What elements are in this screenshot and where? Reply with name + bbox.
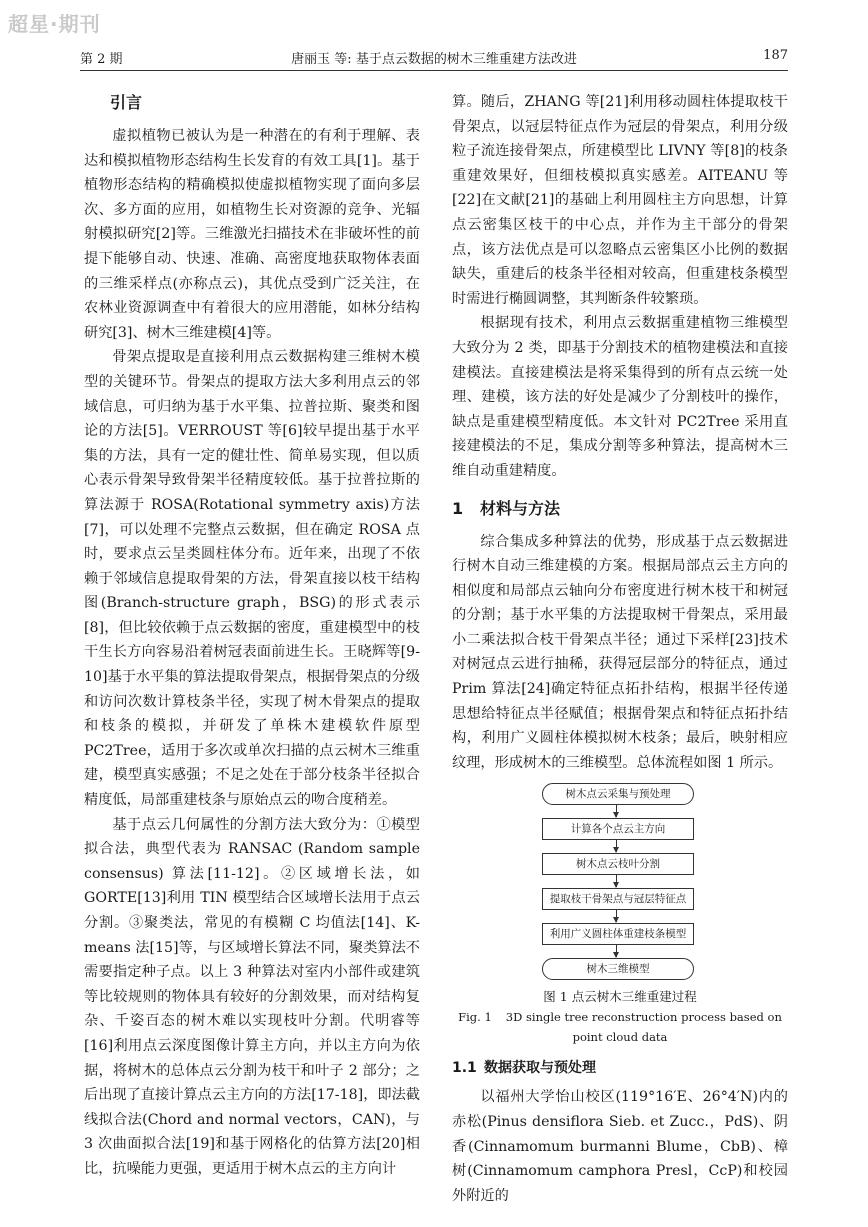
subsection-1-1-paragraph: 以福州大学怡山校区(119°16′E、26°4′N)内的赤松(Pinus densiflora Sieb. et Zucc.，PdS)、阴香(Cinnamomum burmanni Blume，CbB)、樟树(Cinnamomum camphora Presl，CcP)和校园外附近的: [452, 1089, 788, 1204]
flow-arrow-icon: [616, 910, 617, 922]
issue-label: 第 2 期: [80, 52, 123, 67]
subsection-1-1-title: 数据获取与预处理: [484, 1060, 596, 1077]
flow-step-5: 利用广义圆柱体重建枝条模型: [542, 923, 694, 945]
figure-1-caption-en-text: 3D single tree reconstruction process based on point cloud data: [505, 1010, 782, 1045]
intro-paragraph-4: 根据现有技术，利用点云数据重建植物三维模型大致分为 2 类，即基于分割技术的植物建模法和直接建模法。直接建模法是将采集得到的所有点云统一处理、建模，该方法的好处是减少了分割枝叶的操作，缺点是重建模型精度低。本文针对 PC2Tree 采用直接建模法的不足，集成分割等多种算法，提高树木三维自动重建精度。: [452, 315, 788, 479]
flow-arrow-icon: [616, 805, 617, 817]
flow-arrow-icon: [616, 840, 617, 852]
subsection-1-1-heading: [452, 1057, 788, 1079]
figure-1-flowchart: [452, 783, 788, 983]
section-1-paragraph: 综合集成多种算法的优势，形成基于点云数据进行树木自动三维建模的方案。根据局部点云主方向的相似度和局部点云轴向分布密度进行树木枝干和树冠的分割；基于水平集的方法提取树干骨架点，采用最小二乘法拟合枝干骨架点半径；通过下采样[23]技术对树冠点云进行抽稀，获得冠层部分的特征点，通过 Prim 算法[24]确定特征点拓扑结构，根据半径传递思想给特征点半径赋值；根据骨架点和特征点拓扑结构，利用广义圆柱体模拟树木枝条；最后，映射相应纹理，形成树木的三维模型。总体流程如图 1 所示。: [452, 533, 788, 771]
right-column: [452, 90, 788, 1208]
flow-step-2: 计算各个点云主方向: [542, 818, 694, 840]
flow-step-3: 树木点云枝叶分割: [542, 853, 694, 875]
left-column: [84, 90, 420, 1182]
section-1-title: 材料与方法: [480, 498, 561, 518]
figure-1-caption-cn: 图 1 点云树木三维重建过程: [543, 989, 697, 1005]
flow-arrow-icon: [616, 945, 617, 957]
figure-1-label-en: Fig. 1: [458, 1010, 492, 1025]
flow-step-6: 树木三维模型: [542, 958, 694, 980]
intro-paragraph-3: 基于点云几何属性的分割方法大致分为：①模型拟合法，典型代表为 RANSAC (Random sample consensus) 算法[11-12]。②区域增长法，如 GORTE[13]利用 TIN 模型结合区域增长法用于点云分割。③聚类法，常见的有模糊 C 均值法[14]、K-means 法[15]等，与区域增长算法不同，聚类算法不需要指定种子点。以上 3 种算法对室内小部件或建筑等比较规则的物体具有较好的分割效果，而对结构复杂、千姿百态的树木难以实现枝叶分割。代明睿等[16]利用点云深度图像计算主方向，并以主方向为依据，将树木的总体点云分割为枝干和叶子 2 部分；之后出现了直接计算点云主方向的方法[17-18]，即法截线拟合法(Chord and normal vectors，CAN)，与 3 次曲面拟合法[19]和基于网格化的估算方法[20]相比，抗噪能力更强，更适用于树木点云的主方向计: [84, 816, 420, 1177]
flow-step-4: 提取枝干骨架点与冠层特征点: [542, 888, 694, 910]
journal-watermark: 超星·期刊: [8, 12, 101, 36]
intro-paragraph-1: 虚拟植物已被认为是一种潜在的有利于理解、表达和模拟植物形态结构生长发育的有效工具[1]。基于植物形态结构的精确模拟使虚拟植物实现了面向多层次、多方面的应用，如植物生长对资源的竞争、光辐射模拟研究[2]等。三维激光扫描技术在非破坏性的前提下能够自动、快速、准确、高密度地获取物体表面的三维采样点(亦称点云)，其优点受到广泛关注，在农林业资源调查中有着很大的应用潜能，如林分结构研究[3]、树木三维建模[4]等。: [84, 128, 420, 341]
section-1-heading: [452, 496, 788, 522]
flow-arrow-icon: [616, 875, 617, 887]
intro-paragraph-2: 骨架点提取是直接利用点云数据构建三维树木模型的关键环节。骨架点的提取方法大多利用点云的邻域信息，可归纳为基于水平集、拉普拉斯、聚类和图论的方法[5]。VERROUST 等[6]较早提出基于水平集的方法，具有一定的健壮性、简单易实现，但以质心表示骨架导致骨架半径精度较低。基于拉普拉斯的算法源于 ROSA(Rotational symmetry axis)方法[7]，可以处理不完整点云数据，但在确定 ROSA 点时，要求点云呈类圆柱体分布。近年来，出现了不依赖于邻域信息提取骨架的方法，骨架直接以枝干结构图(Branch-structure graph，BSG)的形式表示[8]，但比较依赖于点云数据的密度，重建模型中的枝干生长方向容易沿着树冠表面前进生长。王晓辉等[9-10]基于水平集的算法提取骨架点，根据骨架点的分级和访问次数计算枝条半径，实现了树木骨架点的提取和枝条的模拟，并研发了单株木建模软件原型 PC2Tree，适用于多次或单次扫描的点云树木三维重建，模型真实感强；不足之处在于部分枝条半径拟合精度低，局部重建枝条与原始点云的吻合度稍差。: [84, 349, 420, 809]
subsection-1-1-number: 1.1: [452, 1060, 477, 1077]
running-title: 唐丽玉 等: 基于点云数据的树木三维重建方法改进: [291, 52, 577, 67]
page-number: 187: [763, 48, 788, 63]
introduction-heading: 引言: [110, 93, 143, 112]
section-1-number: 1: [452, 498, 464, 518]
figure-1-caption-en: [452, 1007, 788, 1047]
intro-paragraph-continued: 算。随后，ZHANG 等[21]利用移动圆柱体提取枝干骨架点，以冠层特征点作为冠层的骨架点，利用分级粒子流连接骨架点，所建模型比 LIVNY 等[8]的枝条重建效果好，但细枝模拟真实感差。AITEANU 等[22]在文献[21]的基础上利用圆柱主方向思想，计算点云密集区枝干的中心点，并作为主干部分的骨架点，该方法优点是可以忽略点云密集区小比例的数据缺失，重建后的枝条半径相对较高，但重建枝条模型时需进行椭圆调整，其判断条件较繁琐。: [452, 94, 788, 307]
page-header: [80, 44, 788, 71]
flow-step-1: 树木点云采集与预处理: [542, 783, 694, 805]
